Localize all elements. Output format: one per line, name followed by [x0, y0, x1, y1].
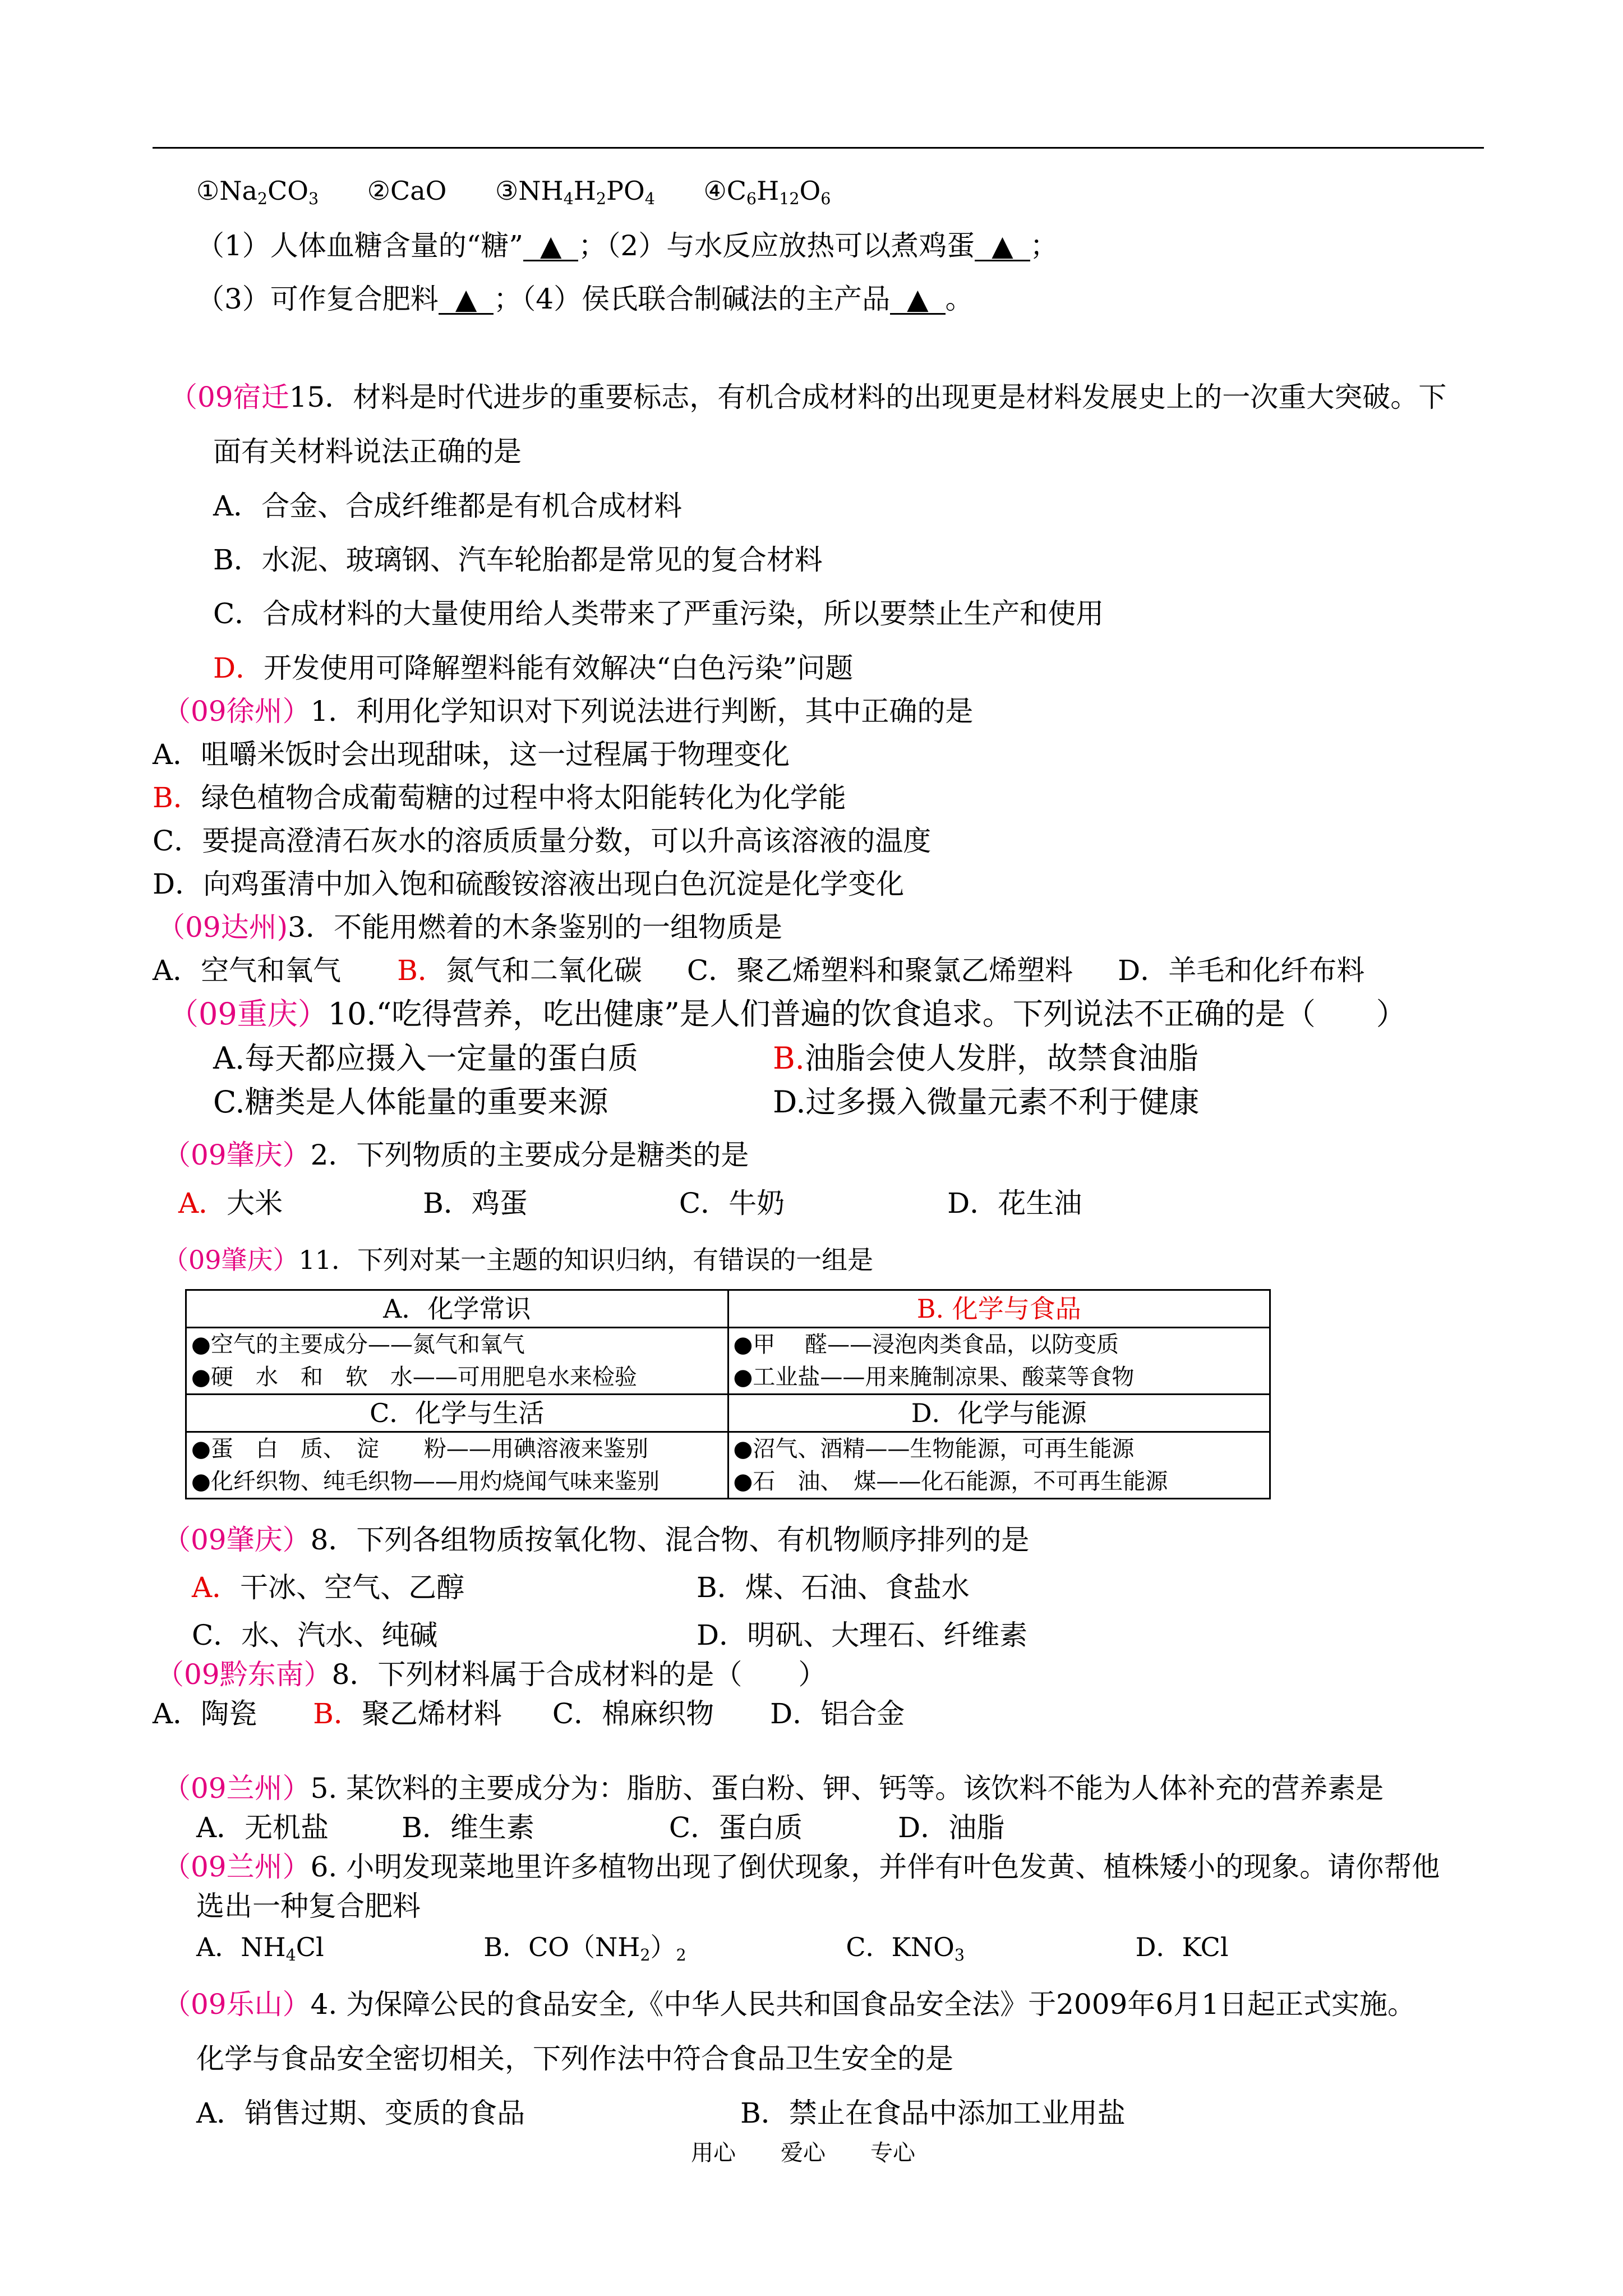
formula-line: $①Na_2CO_3$ ②CaO $③NH_4H_2PO_4$ $④C_6H_{12}O_6$	[196, 176, 831, 208]
zhaoqing2-options: A．大米 B．鸡蛋 C．牛奶 D．花生油	[178, 1187, 1082, 1220]
source-tag: （09宿迁	[169, 381, 289, 413]
source-tag: （09兰州）	[163, 1772, 311, 1805]
table-cell-c: ●蛋 白 质、 淀 粉——用碘溶液来鉴别 ●化纤织物、纯毛织物——用灼烧闻气味来鉴别	[186, 1432, 728, 1499]
source-tag: （09肇庆）	[163, 1245, 299, 1275]
option-c: C．要提高澄清石灰水的溶质质量分数，可以升高该溶液的温度	[153, 825, 932, 857]
source-tag: （09黔东南）	[156, 1658, 332, 1691]
suqian-stem-cont: 面有关材料说法正确的是	[213, 435, 522, 468]
answer-letter: B．	[313, 1697, 362, 1730]
qiandongnan-stem: （09黔东南）8．下列材料属于合成材料的是（ ）	[156, 1658, 827, 1691]
dazhou-stem: （09达州)3．不能用燃着的木条鉴别的一组物质是	[157, 911, 782, 944]
answer-letter: A．	[178, 1187, 227, 1220]
option-d: D.过多摄入微量元素不利于健康	[773, 1084, 1200, 1120]
answer-letter: D．	[213, 652, 264, 684]
lanzhou6-options: A．$NH_4Cl$ B．$CO(NH_2)_2$ C．$KNO_3$ D．KCl	[196, 1932, 1229, 1964]
option-b: B．禁止在食品中添加工业用盐	[740, 2097, 1126, 2129]
question-line-3-4: （3）可作复合肥料 ▲ ；（4）侯氏联合制碱法的主产品 ▲ 。	[196, 283, 974, 315]
zhaoqing11-stem: （09肇庆）11．下列对某一主题的知识归纳，有错误的一组是	[163, 1245, 874, 1275]
table-cell-b: ●甲 醛——浸泡肉类食品，以防变质 ●工业盐——用来腌制凉果、酸菜等食物	[728, 1328, 1270, 1395]
suqian-stem: （09宿迁15．材料是时代进步的重要标志，有机合成材料的出现更是材料发展史上的一次重大突破。下	[169, 381, 1447, 413]
lanzhou5-options: A．无机盐 B．维生素 C．蛋白质 D．油脂	[196, 1811, 1005, 1844]
zhaoqing8-stem: （09肇庆）8．下列各组物质按氧化物、混合物、有机物顺序排列的是	[163, 1524, 1030, 1556]
knowledge-table	[185, 1289, 1271, 1499]
leshan-stem-cont: 化学与食品安全密切相关，下列作法中符合食品卫生安全的是	[196, 2042, 953, 2075]
question-line-1-2: （1）人体血糖含量的“糖” ▲ ；（2）与水反应放热可以煮鸡蛋 ▲ ；	[196, 229, 1058, 262]
source-tag: （09重庆）	[168, 996, 328, 1032]
option-c: C．水、汽水、纯碱	[192, 1619, 438, 1651]
option-b: B.油脂会使人发胖，故禁食油脂	[773, 1041, 1198, 1076]
answer-letter: B．	[397, 954, 446, 987]
header-rule	[153, 147, 1484, 149]
option-a: A．合金、合成纤维都是有机合成材料	[213, 490, 683, 522]
option-c: C．合成材料的大量使用给人类带来了严重污染，所以要禁止生产和使用	[213, 597, 1104, 630]
source-tag: （09肇庆）	[163, 1524, 311, 1556]
page-footer: 用心 爱心 专心	[691, 2140, 915, 2166]
option-a: A.每天都应摄入一定量的蛋白质	[213, 1041, 639, 1076]
option-a: A．咀嚼米饭时会出现甜味，这一过程属于物理变化	[153, 738, 790, 771]
option-b: B．水泥、玻璃钢、汽车轮胎都是常见的复合材料	[213, 544, 823, 576]
zhaoqing2-stem: （09肇庆）2．下列物质的主要成分是糖类的是	[163, 1139, 749, 1171]
answer-blank: ▲	[523, 232, 578, 261]
option-c: C.糖类是人体能量的重要来源	[213, 1084, 608, 1120]
option-d: D．开发使用可降解塑料能有效解决“白色污染”问题	[213, 652, 854, 684]
source-tag: （09肇庆）	[163, 1139, 311, 1171]
option-a: A．干冰、空气、乙醇	[192, 1571, 465, 1604]
table-cell-a-head: A．化学常识	[186, 1290, 728, 1328]
table-cell-d: ●沼气、酒精——生物能源，可再生能源 ●石 油、 煤——化石能源，不可再生能源	[728, 1432, 1270, 1499]
answer-letter: B.	[773, 1041, 805, 1076]
qiandongnan-options: A．陶瓷 B．聚乙烯材料 C．棉麻织物 D．铝合金	[153, 1697, 905, 1730]
source-tag: （09徐州）	[163, 695, 311, 728]
lanzhou6-stem-cont: 选出一种复合肥料	[196, 1890, 421, 1922]
dazhou-options: A．空气和氧气 B．氮气和二氧化碳 C．聚乙烯塑料和聚氯乙烯塑料 D．羊毛和化纤布料	[153, 954, 1365, 987]
option-d: D．明矾、大理石、纤维素	[697, 1619, 1028, 1651]
option-b: B．绿色植物合成葡萄糖的过程中将太阳能转化为化学能	[153, 781, 846, 814]
table-cell-b-head: B. 化学与食品	[728, 1290, 1270, 1328]
source-tag: （09达州)	[157, 911, 288, 944]
answer-letter: B．	[153, 781, 201, 814]
answer-letter: A．	[192, 1571, 241, 1604]
lanzhou5-stem: （09兰州）5. 某饮料的主要成分为：脂肪、蛋白粉、钾、钙等。该饮料不能为人体补充的营养素是	[163, 1772, 1384, 1805]
xuzhou-stem: （09徐州）1．利用化学知识对下列说法进行判断，其中正确的是	[163, 695, 974, 728]
answer-blank: ▲	[890, 285, 945, 315]
option-a: A．销售过期、变质的食品	[196, 2097, 525, 2129]
answer-blank: ▲	[975, 232, 1030, 261]
table-cell-a: ●空气的主要成分——氮气和氧气 ●硬 水 和 软 水——可用肥皂水来检验	[186, 1328, 728, 1395]
table-cell-c-head: C．化学与生活	[186, 1395, 728, 1432]
source-tag: （09乐山）	[163, 1988, 311, 2021]
table-cell-d-head: D．化学与能源	[728, 1395, 1270, 1432]
source-tag: （09兰州）	[163, 1851, 311, 1883]
chongqing-stem: （09重庆）10.“吃得营养，吃出健康”是人们普遍的饮食追求。下列说法不正确的是（ ）	[168, 996, 1407, 1032]
lanzhou6-stem: （09兰州）6. 小明发现菜地里许多植物出现了倒伏现象，并伴有叶色发黄、植株矮小的现象。请你帮他	[163, 1851, 1440, 1883]
leshan-stem: （09乐山）4. 为保障公民的食品安全,《中华人民共和国食品安全法》于2009年6月1日起正式实施。	[163, 1988, 1415, 2021]
answer-blank: ▲	[439, 285, 494, 315]
option-b: B．煤、石油、食盐水	[697, 1571, 970, 1604]
option-d: D．向鸡蛋清中加入饱和硫酸铵溶液出现白色沉淀是化学变化	[153, 868, 905, 900]
